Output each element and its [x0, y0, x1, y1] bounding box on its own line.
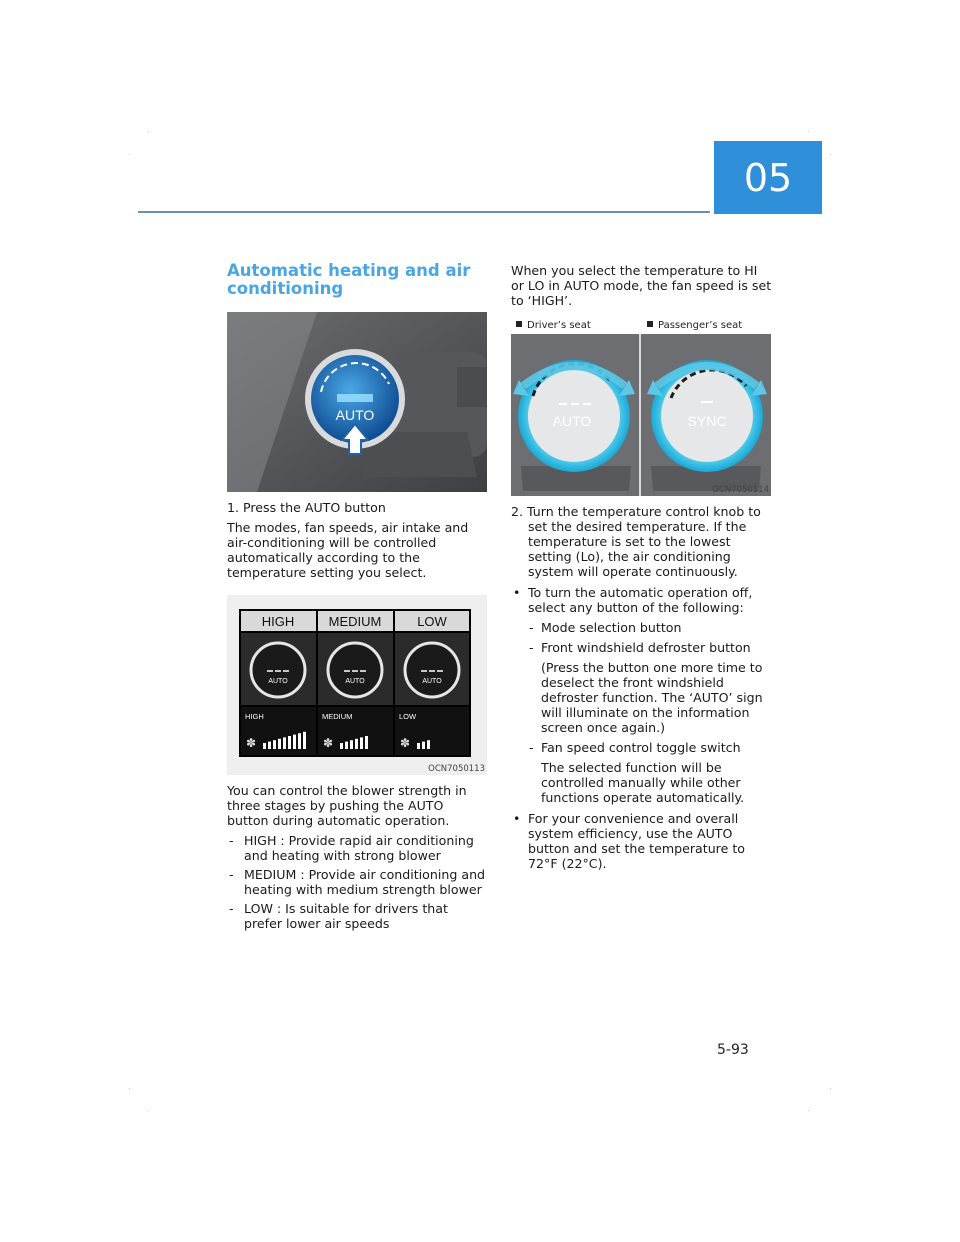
- bullet-text: For your convenience and overall system efficiency, use the AUTO button and set the temperature to 72°F (22°C).: [528, 811, 745, 871]
- left-column: [227, 262, 487, 935]
- fan-speed-bar: [268, 742, 271, 749]
- blower-item: - MEDIUM : Provide air conditioning and heating with medium strength blower: [229, 867, 486, 897]
- blower-intro: You can control the blower strength in three stages by pushing the AUTO button during automatic operation.: [227, 783, 467, 828]
- fan-speed-bar: [427, 740, 430, 749]
- sub-item: - Fan speed control toggle switch: [529, 740, 741, 755]
- crop-mark: [148, 1110, 149, 1111]
- sub-item: - Front windshield defroster button: [529, 640, 751, 655]
- fan-speed-bar: [345, 742, 348, 749]
- sub-note: (Press the button one more time to deselect the front windshield defroster function. The ‘AUTO’ sign will illuminate on the information screen once again.): [541, 660, 763, 735]
- passenger-knob-label: SYNC: [687, 413, 727, 429]
- blower-item: - LOW : Is suitable for drivers that prefer lower air speeds: [229, 901, 448, 931]
- figure-code: OCN7050114: [712, 485, 769, 495]
- fan-speed-bar: [355, 739, 358, 749]
- fan-level-row: [241, 707, 469, 755]
- fan-speed-bar: [298, 733, 301, 749]
- crop-mark: [808, 1110, 809, 1111]
- blower-item-text: HIGH : Provide rapid air conditioning and heating with strong blower: [244, 833, 474, 863]
- fan-speed-bar: [365, 736, 368, 749]
- blower-list: [227, 833, 487, 931]
- dial-auto-label: AUTO: [345, 678, 365, 685]
- fan-icon: ✽: [323, 736, 334, 750]
- dial-auto-label: AUTO: [422, 678, 442, 685]
- fan-speed-bar: [283, 737, 286, 749]
- blower-item: - HIGH : Provide rapid air conditioning and heating with strong blower: [229, 833, 474, 863]
- driver-knob-label: AUTO: [552, 413, 592, 429]
- header-high: HIGH: [261, 614, 295, 629]
- fan-speed-bar: [422, 742, 425, 749]
- figure-temperature-knobs: [511, 316, 771, 496]
- header-rule: [138, 211, 710, 213]
- chapter-tab: [714, 141, 822, 214]
- hi-lo-intro: When you select the temperature to HI or LO in AUTO mode, the fan speed is set to ‘HIGH’.: [511, 263, 772, 308]
- header-medium: MEDIUM: [328, 614, 382, 629]
- right-column: [511, 263, 773, 871]
- fan-speed-bar: [350, 740, 353, 749]
- driver-seat-label: Driver’s seat: [527, 320, 591, 331]
- sub-item-text: Front windshield defroster button: [541, 640, 751, 655]
- crop-mark: [808, 131, 809, 132]
- figure-blower-levels: [227, 595, 487, 775]
- section-title: Automatic heating and air conditioning: [227, 261, 471, 298]
- crop-mark: [830, 154, 831, 155]
- fan-speed-bar: [340, 743, 343, 749]
- crop-mark: [129, 1088, 130, 1089]
- figure-auto-button: [227, 312, 487, 492]
- step-1: 1. Press the AUTO button: [227, 500, 386, 515]
- step-2: 2. Turn the temperature control knob to set the desired temperature. If the temperature is set to the lowest setting (Lo), the air conditioning system will operate continuously.: [511, 504, 761, 579]
- crop-mark: [830, 1088, 831, 1089]
- page-number: 5-93: [717, 1042, 749, 1058]
- figure-code: OCN7050113: [428, 764, 485, 774]
- fan-icon: ✽: [400, 736, 411, 750]
- level-low: LOW: [399, 712, 417, 721]
- blower-item-text: LOW : Is suitable for drivers that prefer lower air speeds: [244, 901, 448, 931]
- auto-label: AUTO: [335, 407, 375, 423]
- sub-note: The selected function will be controlled manually while other functions operate automatically.: [541, 760, 745, 805]
- chapter-number: 05: [743, 155, 793, 200]
- bullet-text: To turn the automatic operation off, select any button of the following:: [528, 585, 753, 615]
- figure-code: OCN7050112: [428, 481, 485, 491]
- header-low: LOW: [417, 614, 447, 629]
- blower-item-text: MEDIUM : Provide air conditioning and heating with medium strength blower: [244, 867, 486, 897]
- fan-speed-bar: [273, 740, 276, 749]
- sub-item-text: Mode selection button: [541, 620, 682, 635]
- fan-speed-bar: [278, 739, 281, 749]
- level-medium: MEDIUM: [322, 712, 353, 721]
- passenger-seat-label: Passenger’s seat: [658, 320, 743, 331]
- bullet-item: • To turn the automatic operation off, select any button of the following:: [513, 585, 753, 615]
- level-headers: [241, 611, 469, 631]
- dial-row: [241, 633, 469, 705]
- dial-auto-label: AUTO: [268, 678, 288, 685]
- crop-mark: [129, 154, 130, 155]
- auto-button-illustration: [227, 312, 487, 492]
- fan-speed-bar: [263, 743, 266, 749]
- fan-speed-bar: [293, 735, 296, 749]
- fan-speed-bar: [360, 737, 363, 749]
- sub-item: - Mode selection button: [529, 620, 682, 635]
- fan-icon: ✽: [246, 736, 257, 750]
- sub-item-text: Fan speed control toggle switch: [541, 740, 741, 755]
- level-high: HIGH: [245, 712, 264, 721]
- crop-mark: [148, 131, 149, 132]
- step-1-description: The modes, fan speeds, air intake and air-conditioning will be controlled automatically according to the temperature setting you select.: [227, 520, 469, 580]
- fan-speed-bar: [303, 732, 306, 749]
- fan-speed-bar: [288, 736, 291, 749]
- bullet-item: • For your convenience and overall system efficiency, use the AUTO button and set the temperature to 72°F (22°C).: [513, 811, 745, 871]
- fan-speed-bar: [417, 743, 420, 749]
- blower-levels-illustration: [227, 595, 487, 775]
- temperature-knobs-illustration: [511, 316, 771, 496]
